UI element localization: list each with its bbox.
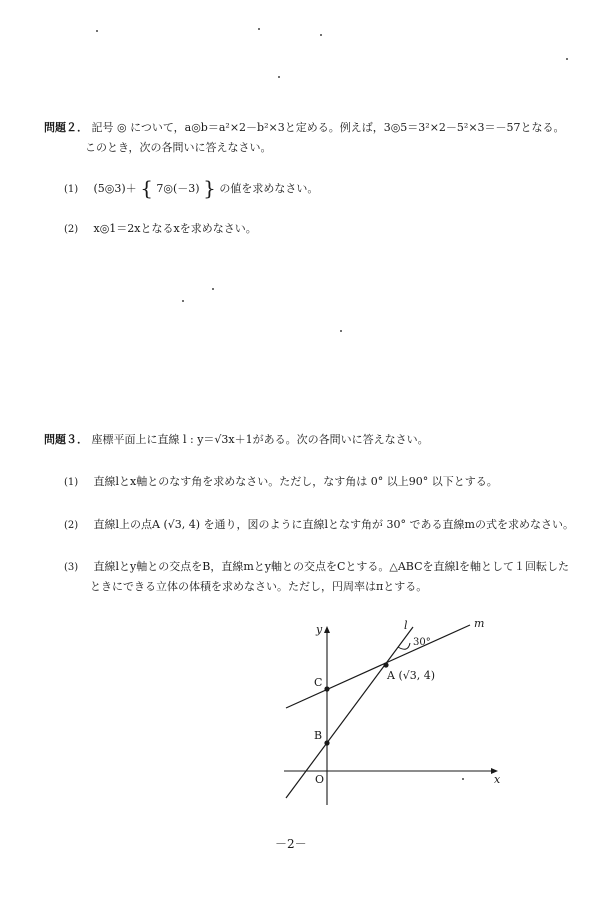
scan-speck [320,34,322,36]
q3-p2-number: (2) [64,520,79,531]
label-l: l [404,619,408,632]
scan-speck [566,58,568,60]
q3-p3-line1: 直線lとy軸との交点をB，直線mとy軸との交点をCとする。△ABCを直線lを軸として１回転した [93,560,570,573]
page-number: －2－ [275,837,307,851]
q2-intro-line1 [44,121,565,135]
scan-speck [340,330,342,332]
q2-p2-number: (2) [64,224,79,235]
scan-speck [212,288,214,290]
y-axis-arrow-icon [324,626,330,633]
q3-intro-text: 座標平面上に直線 l : y＝√3x＋1がある。次の各問いに答えなさい。 [91,433,429,446]
right-brace-icon: } [203,176,216,200]
q2-p2-text: x◎1＝2xとなるxを求めなさい。 [93,222,257,235]
point-A [383,662,388,667]
label-x: x [494,773,501,786]
point-B [324,740,329,745]
q3-problem-2 [64,518,574,533]
q3-p3-number: (3) [64,562,79,573]
label-angle: 30° [413,637,431,648]
scan-speck [258,28,260,30]
label-A: A (√3, 4) [387,669,436,682]
scan-speck [278,76,280,78]
q3-p2-text: 直線l上の点A (√3, 4) を通り，図のように直線lとなす角が 30° である直線mの式を求めなさい。 [93,518,574,531]
label-y: y [316,623,323,636]
q2-p1-expr-a: (5◎3)＋ [93,182,137,195]
line-m [286,625,470,708]
line-l [286,627,413,798]
q3-heading: 問題３． [44,433,88,446]
q3-problem-1 [64,475,498,490]
q3-p1-text: 直線lとx軸とのなす角を求めなさい。ただし，なす角は 0° 以上90° 以下とする。 [93,475,498,488]
label-O: O [315,773,325,786]
q2-problem-1 [64,176,319,200]
q3-p3-line2: ときにできる立体の体積を求めなさい。ただし，円周率はπとする。 [90,580,428,593]
q2-intro-text: 記号 ◎ について，a◎b＝a²×2－b²×3と定める。例えば，3◎5＝3²×2－5²×3＝－57となる。 [91,121,565,134]
q3-intro [44,433,429,447]
point-C [324,686,329,691]
scan-speck [182,300,184,302]
q3-problem-3 [64,560,569,575]
q3-p1-number: (1) [64,477,79,488]
left-brace-icon: { [140,176,153,200]
label-B: B [314,729,323,742]
q2-p1-number: (1) [64,184,79,195]
label-m: m [474,617,485,630]
q2-p1-expr-c: の値を求めなさい。 [219,182,319,195]
coordinate-figure [270,615,510,815]
q2-heading: 問題２． [44,121,88,134]
q2-p1-expr-b: 7◎(－3) [156,182,200,195]
scan-speck [96,30,98,32]
q2-intro-line2: このとき，次の各問いに答えなさい。 [85,141,272,154]
q2-problem-2 [64,222,257,237]
label-C: C [314,676,323,689]
